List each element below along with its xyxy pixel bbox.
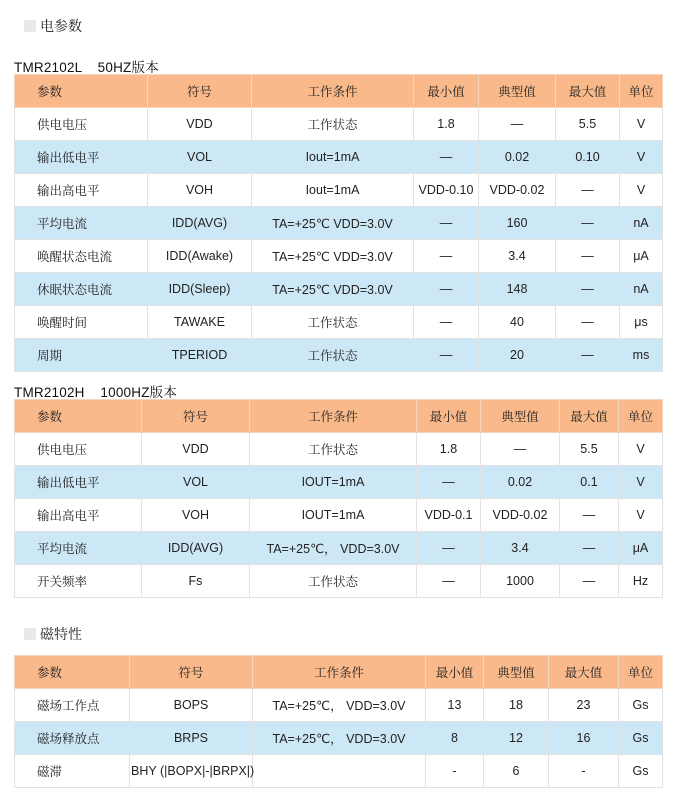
cell: —	[414, 339, 479, 372]
cell: —	[414, 240, 479, 273]
table1-title: TMR2102L 50HZ版本	[14, 60, 159, 75]
cell: VOL	[142, 466, 250, 499]
section-title-text: 磁特性	[40, 626, 82, 642]
cell: 6	[484, 755, 549, 788]
cell: 周期	[15, 339, 148, 372]
cell: 唤醒状态电流	[15, 240, 148, 273]
cell: 输出高电平	[15, 174, 148, 207]
header-symbol: 符号	[148, 75, 252, 108]
cell: 3.4	[481, 532, 560, 565]
cell: -	[549, 755, 619, 788]
cell: 磁场工作点	[15, 689, 130, 722]
cell: IDD(AVG)	[142, 532, 250, 565]
cell: TA=+25℃， VDD=3.0V	[253, 689, 426, 722]
cell: 输出低电平	[15, 141, 148, 174]
table-row	[15, 339, 663, 372]
table-row	[15, 306, 663, 339]
cell: V	[620, 174, 663, 207]
table-row	[15, 174, 663, 207]
cell: TPERIOD	[148, 339, 252, 372]
section-marker-icon	[24, 628, 36, 640]
cell: —	[414, 141, 479, 174]
table-header-row	[15, 400, 663, 433]
header-condition: 工作条件	[252, 75, 414, 108]
table-row	[15, 240, 663, 273]
cell: -	[426, 755, 484, 788]
cell: V	[620, 141, 663, 174]
cell: 20	[479, 339, 556, 372]
cell: 工作状态	[250, 433, 417, 466]
table-row	[15, 499, 663, 532]
cell: —	[556, 273, 620, 306]
cell: 0.02	[481, 466, 560, 499]
cell: V	[619, 433, 663, 466]
cell: Gs	[619, 755, 663, 788]
cell: IOUT=1mA	[250, 466, 417, 499]
cell: —	[556, 306, 620, 339]
cell: 平均电流	[15, 207, 148, 240]
cell: —	[481, 433, 560, 466]
cell: IDD(Awake)	[148, 240, 252, 273]
table-row	[15, 565, 663, 598]
cell: 供电电压	[15, 433, 142, 466]
cell: 40	[479, 306, 556, 339]
cell: 开关频率	[15, 565, 142, 598]
cell: TAWAKE	[148, 306, 252, 339]
cell: —	[560, 499, 619, 532]
section-title-text: 电参数	[40, 18, 82, 34]
header-typ: 典型值	[484, 656, 549, 689]
header-max: 最大值	[549, 656, 619, 689]
cell: 5.5	[560, 433, 619, 466]
cell: 0.1	[560, 466, 619, 499]
cell: 平均电流	[15, 532, 142, 565]
cell: Fs	[142, 565, 250, 598]
cell: 1000	[481, 565, 560, 598]
cell: 13	[426, 689, 484, 722]
cell: 供电电压	[15, 108, 148, 141]
header-typ: 典型值	[481, 400, 560, 433]
cell: 18	[484, 689, 549, 722]
header-min: 最小值	[426, 656, 484, 689]
cell: —	[414, 273, 479, 306]
cell: VDD-0.02	[481, 499, 560, 532]
cell: VDD-0.02	[479, 174, 556, 207]
table-50hz	[14, 74, 663, 372]
cell: 3.4	[479, 240, 556, 273]
cell: VDD	[148, 108, 252, 141]
table-row	[15, 689, 663, 722]
table-row	[15, 273, 663, 306]
cell: V	[620, 108, 663, 141]
section-title-electrical	[24, 16, 82, 36]
cell: 23	[549, 689, 619, 722]
cell: VOH	[142, 499, 250, 532]
cell: 工作状态	[252, 306, 414, 339]
cell: Iout=1mA	[252, 174, 414, 207]
cell: BOPS	[130, 689, 253, 722]
cell: —	[414, 207, 479, 240]
cell: —	[556, 240, 620, 273]
header-max: 最大值	[556, 75, 620, 108]
cell: TA=+25℃ VDD=3.0V	[252, 240, 414, 273]
cell: 输出高电平	[15, 499, 142, 532]
header-param: 参数	[15, 400, 142, 433]
header-max: 最大值	[560, 400, 619, 433]
cell: TA=+25℃ VDD=3.0V	[252, 207, 414, 240]
cell: —	[556, 339, 620, 372]
header-condition: 工作条件	[250, 400, 417, 433]
cell: Hz	[619, 565, 663, 598]
header-min: 最小值	[414, 75, 479, 108]
cell: IOUT=1mA	[250, 499, 417, 532]
cell: 工作状态	[252, 108, 414, 141]
header-symbol: 符号	[130, 656, 253, 689]
header-unit: 单位	[620, 75, 663, 108]
cell: VDD	[142, 433, 250, 466]
cell: 148	[479, 273, 556, 306]
table-row	[15, 532, 663, 565]
table-1000hz	[14, 399, 663, 598]
cell: 160	[479, 207, 556, 240]
table-row	[15, 141, 663, 174]
section-title-magnetic	[24, 624, 82, 644]
cell: V	[619, 499, 663, 532]
cell: VDD-0.1	[417, 499, 481, 532]
cell: —	[417, 565, 481, 598]
cell: nA	[620, 207, 663, 240]
header-min: 最小值	[417, 400, 481, 433]
header-condition: 工作条件	[253, 656, 426, 689]
header-param: 参数	[15, 75, 148, 108]
table-header-row	[15, 656, 663, 689]
cell: BHY (|BOPX|-|BRPX|)	[130, 755, 253, 788]
cell: VOH	[148, 174, 252, 207]
table-row	[15, 466, 663, 499]
cell: Gs	[619, 689, 663, 722]
table-row	[15, 433, 663, 466]
cell: —	[560, 565, 619, 598]
cell: VDD-0.10	[414, 174, 479, 207]
cell	[253, 755, 426, 788]
header-param: 参数	[15, 656, 130, 689]
cell: 0.02	[479, 141, 556, 174]
cell: 输出低电平	[15, 466, 142, 499]
cell: 1.8	[414, 108, 479, 141]
cell: TA=+25℃ VDD=3.0V	[252, 273, 414, 306]
cell: ms	[620, 339, 663, 372]
table-row	[15, 722, 663, 755]
cell: Iout=1mA	[252, 141, 414, 174]
header-symbol: 符号	[142, 400, 250, 433]
cell: 工作状态	[252, 339, 414, 372]
cell: μA	[620, 240, 663, 273]
cell: 磁场释放点	[15, 722, 130, 755]
cell: Gs	[619, 722, 663, 755]
cell: nA	[620, 273, 663, 306]
section-marker-icon	[24, 20, 36, 32]
cell: 休眠状态电流	[15, 273, 148, 306]
header-unit: 单位	[619, 400, 663, 433]
cell: 8	[426, 722, 484, 755]
cell: —	[556, 174, 620, 207]
cell: 12	[484, 722, 549, 755]
cell: —	[414, 306, 479, 339]
cell: —	[556, 207, 620, 240]
table-row	[15, 207, 663, 240]
cell: 1.8	[417, 433, 481, 466]
cell: —	[560, 532, 619, 565]
table-row	[15, 108, 663, 141]
cell: 0.10	[556, 141, 620, 174]
table-header-row	[15, 75, 663, 108]
cell: VOL	[148, 141, 252, 174]
cell: —	[479, 108, 556, 141]
cell: —	[417, 466, 481, 499]
table2-title: TMR2102H 1000HZ版本	[14, 385, 178, 400]
cell: TA=+25℃， VDD=3.0V	[253, 722, 426, 755]
header-unit: 单位	[619, 656, 663, 689]
cell: μA	[619, 532, 663, 565]
cell: 唤醒时间	[15, 306, 148, 339]
cell: 工作状态	[250, 565, 417, 598]
header-typ: 典型值	[479, 75, 556, 108]
table-magnetic	[14, 655, 663, 788]
table-row	[15, 755, 663, 788]
cell: μs	[620, 306, 663, 339]
cell: IDD(AVG)	[148, 207, 252, 240]
cell: IDD(Sleep)	[148, 273, 252, 306]
cell: 5.5	[556, 108, 620, 141]
cell: BRPS	[130, 722, 253, 755]
cell: 磁滞	[15, 755, 130, 788]
cell: —	[417, 532, 481, 565]
cell: 16	[549, 722, 619, 755]
cell: V	[619, 466, 663, 499]
cell: TA=+25℃， VDD=3.0V	[250, 532, 417, 565]
